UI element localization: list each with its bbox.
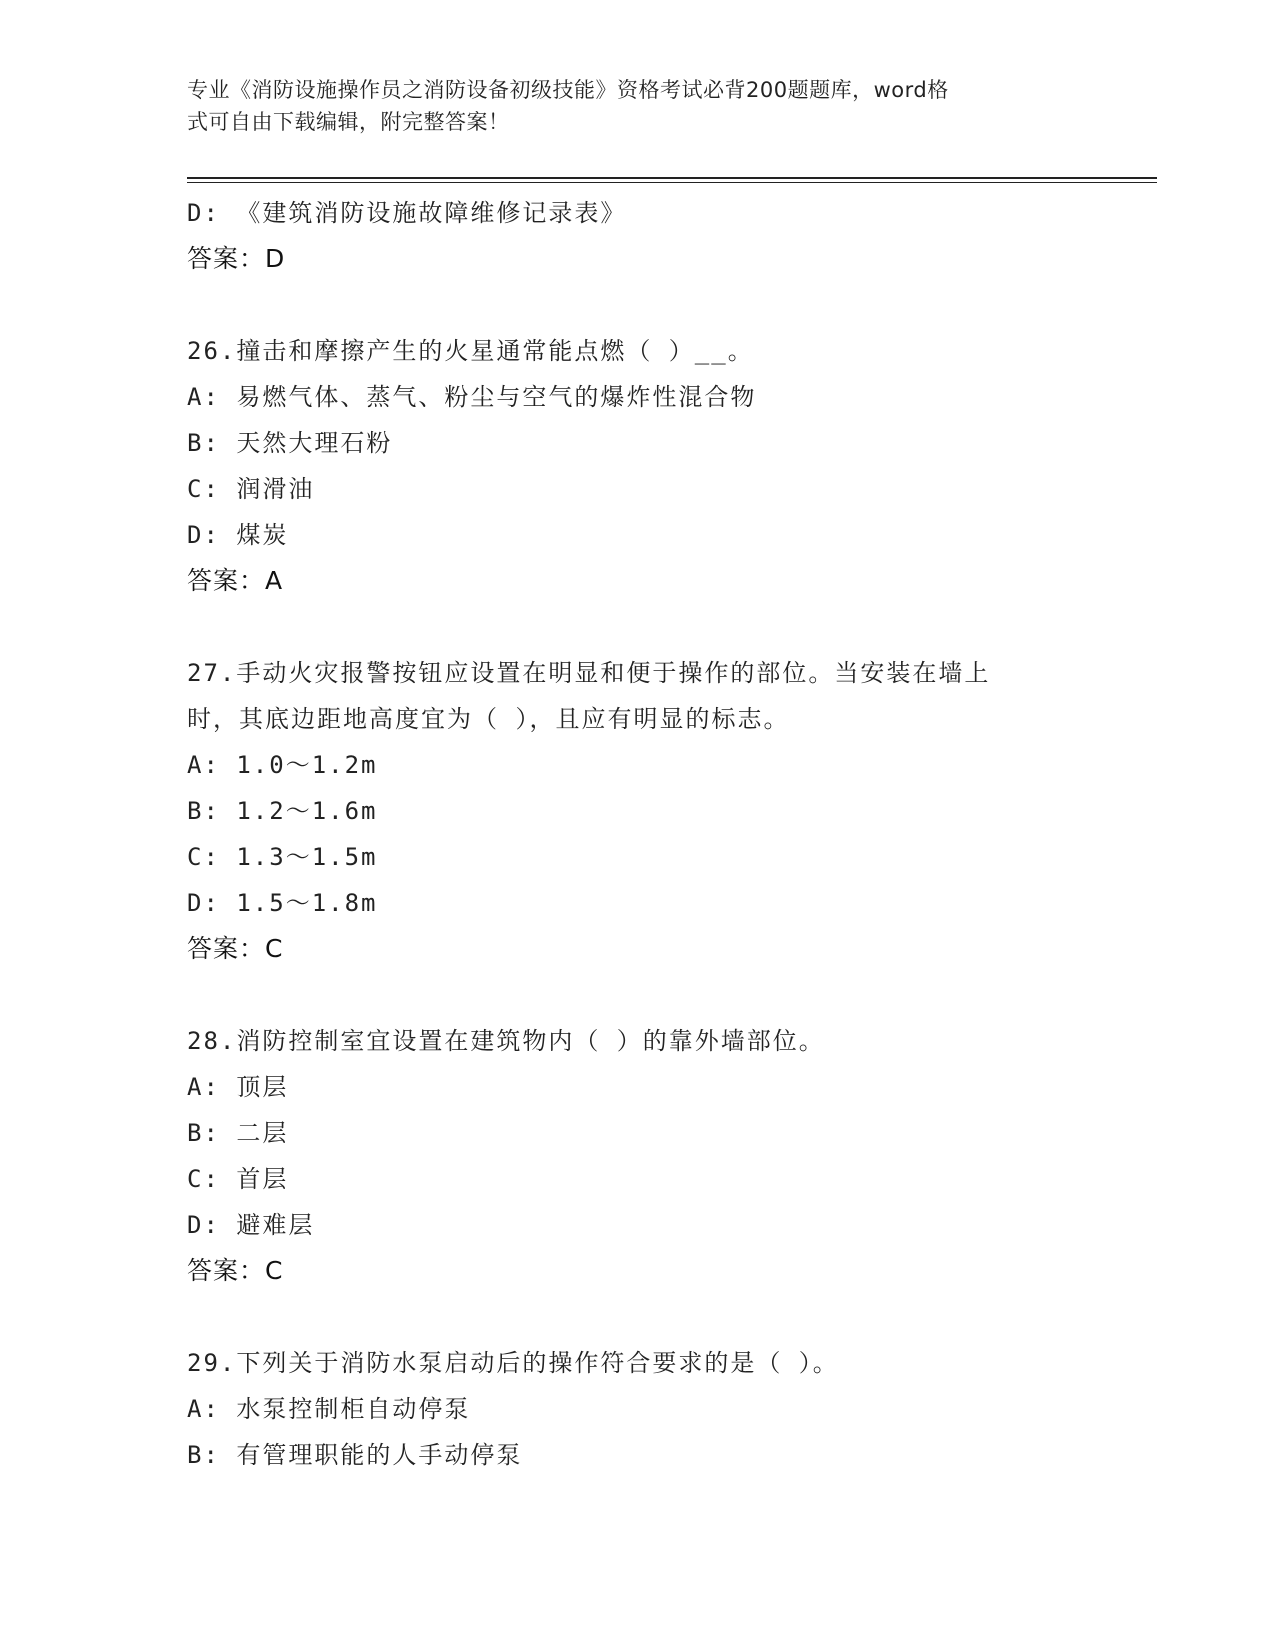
q25-option-d: D: 《建筑消防设施故障维修记录表》 [187, 199, 627, 227]
q27-option-b: B: 1.2～1.6m [187, 797, 378, 825]
q27-option-d: D: 1.5～1.8m [187, 889, 378, 917]
answer-label: 答案： [187, 934, 266, 963]
spacer [187, 282, 1087, 328]
answer-value: A [265, 566, 284, 595]
q26-option-b: B: 天然大理石粉 [187, 429, 393, 457]
spacer [187, 604, 1087, 650]
q29-option-a: A: 水泵控制柜自动停泵 [187, 1395, 471, 1423]
q26-option-d: D: 煤炭 [187, 521, 289, 549]
answer-label: 答案： [187, 566, 266, 595]
header-line-1: 专业《消防设施操作员之消防设备初级技能》资格考试必背200题题库，word格 [187, 78, 949, 102]
q29-stem: 29.下列关于消防水泵启动后的操作符合要求的是（ ）。 [187, 1349, 839, 1377]
header-rule-thick [187, 177, 1157, 179]
q27-option-a: A: 1.0～1.2m [187, 751, 378, 779]
q28-option-b: B: 二层 [187, 1119, 289, 1147]
q27-option-c: C: 1.3～1.5m [187, 843, 378, 871]
answer-value: C [265, 1256, 284, 1285]
spacer [187, 972, 1087, 1018]
q27-stem-line-1: 27.手动火灾报警按钮应设置在明显和便于操作的部位。当安装在墙上 [187, 659, 991, 687]
answer-label: 答案： [187, 1256, 266, 1285]
q28-option-a: A: 顶层 [187, 1073, 289, 1101]
q25-answer [187, 236, 1087, 282]
question-list [187, 190, 1087, 1478]
q26-stem: 26.撞击和摩擦产生的火星通常能点燃（ ）__。 [187, 337, 754, 365]
answer-value: D [265, 244, 286, 273]
q28-answer [187, 1248, 1087, 1294]
q28-option-c: C: 首层 [187, 1165, 289, 1193]
header-line-2: 式可自由下载编辑，附完整答案！ [187, 110, 510, 134]
header-rule-thin [187, 182, 1157, 183]
answer-value: C [265, 934, 284, 963]
q29-option-b: B: 有管理职能的人手动停泵 [187, 1441, 523, 1469]
q28-stem: 28.消防控制室宜设置在建筑物内（ ）的靠外墙部位。 [187, 1027, 825, 1055]
q26-answer [187, 558, 1087, 604]
q26-option-c: C: 润滑油 [187, 475, 315, 503]
q27-stem-line-2: 时，其底边距地高度宜为（ ），且应有明显的标志。 [187, 705, 790, 733]
q26-option-a: A: 易燃气体、蒸气、粉尘与空气的爆炸性混合物 [187, 383, 757, 411]
document-header [187, 74, 1067, 138]
answer-label: 答案： [187, 244, 266, 273]
q27-answer [187, 926, 1087, 972]
q28-option-d: D: 避难层 [187, 1211, 315, 1239]
spacer [187, 1294, 1087, 1340]
